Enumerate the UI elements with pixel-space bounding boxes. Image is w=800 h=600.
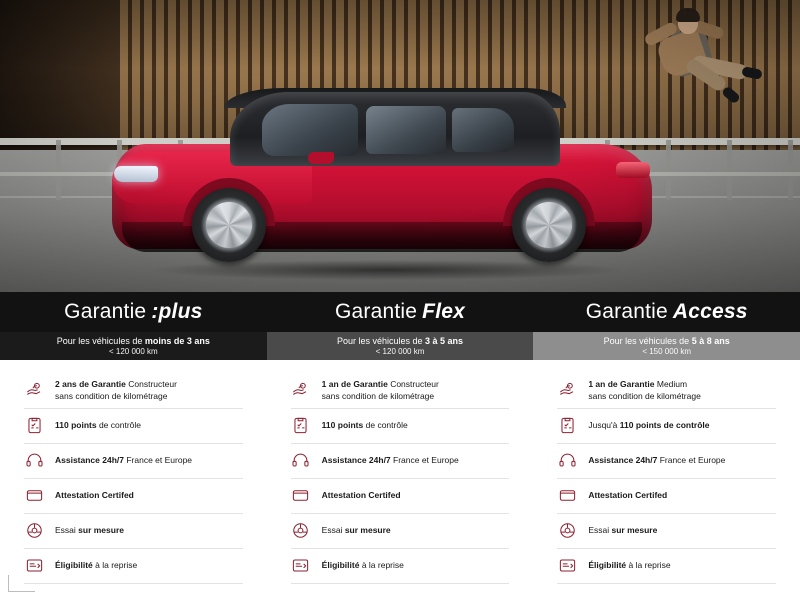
band-mileage: < 150 000 km: [642, 346, 692, 356]
red-car: [112, 92, 652, 277]
feature-row: [291, 549, 510, 584]
feature-text: Attestation Certifed: [321, 489, 401, 500]
feature-text: Éligibilité à la reprise: [321, 559, 404, 570]
hero-image: [0, 0, 800, 292]
feature-text: 110 points de contrôle: [55, 419, 142, 430]
steering-wheel-icon: [24, 521, 44, 541]
eligibility-band-flex: [267, 332, 534, 360]
feature-columns: [0, 360, 800, 570]
eligibility-band-access: [533, 332, 800, 360]
trade-in-car-icon: [557, 556, 577, 576]
feature-column-plus: [0, 360, 267, 570]
checklist-clipboard-icon: [24, 416, 44, 436]
certificate-icon: [291, 486, 311, 506]
band-prefix: Pour les véhicules de: [603, 336, 690, 347]
steering-wheel-icon: [291, 521, 311, 541]
feature-row: [24, 444, 243, 479]
feature-row: [557, 444, 776, 479]
feature-row: [557, 514, 776, 549]
headset-assistance-icon: [291, 451, 311, 471]
feature-row: [291, 514, 510, 549]
certificate-icon: [24, 486, 44, 506]
feature-text: 110 points de contrôle: [321, 419, 408, 430]
feature-row: [24, 374, 243, 409]
feature-row: [24, 479, 243, 514]
feature-text: Jusqu'à 110 points de contrôle: [588, 419, 710, 430]
feature-row: [557, 374, 776, 409]
eligibility-bands: [0, 332, 800, 360]
feature-text: Assistance 24h/7 France et Europe: [321, 454, 459, 465]
offer-title-emphasis: Access: [672, 300, 748, 323]
band-strong: moins de 3 ans: [144, 336, 210, 347]
feature-column-access: [533, 360, 800, 570]
headset-assistance-icon: [557, 451, 577, 471]
offer-title-prefix: Garantie: [585, 300, 668, 323]
feature-text: Éligibilité à la reprise: [55, 559, 138, 570]
offer-titles-strip: [0, 292, 800, 332]
band-prefix: Pour les véhicules de: [336, 336, 423, 347]
offer-title-prefix: Garantie: [64, 300, 147, 323]
feature-row: [24, 514, 243, 549]
feature-row: [557, 549, 776, 584]
feature-text: Attestation Certifed: [55, 489, 134, 500]
feature-text: Attestation Certifed: [588, 489, 668, 500]
warranty-hands-icon: [24, 381, 44, 401]
checklist-clipboard-icon: [291, 416, 311, 436]
headset-assistance-icon: [24, 451, 44, 471]
offer-title-flex: [267, 292, 534, 332]
feature-text: Assistance 24h/7 France et Europe: [55, 454, 193, 465]
feature-row: [557, 409, 776, 444]
checklist-clipboard-icon: [557, 416, 577, 436]
feature-text: 2 ans de Garantie Constructeur sans condition de kilométrage: [55, 379, 177, 401]
feature-row: [291, 409, 510, 444]
feature-text: Essai sur mesure: [55, 524, 124, 535]
feature-row: [291, 479, 510, 514]
band-mileage: < 120 000 km: [108, 346, 158, 356]
feature-row: [291, 444, 510, 479]
feature-text: 1 an de Garantie Constructeur sans condition de kilométrage: [321, 379, 439, 401]
offer-title-emphasis: :plus: [151, 300, 203, 323]
offer-title-access: [533, 292, 800, 332]
feature-row: [24, 549, 243, 584]
feature-text: Assistance 24h/7 France et Europe: [588, 454, 726, 465]
feature-text: Essai sur mesure: [588, 524, 658, 535]
feature-text: 1 an de Garantie Medium sans condition de kilométrage: [588, 379, 701, 401]
feature-column-flex: [267, 360, 534, 570]
offer-title-emphasis: Flex: [422, 300, 465, 323]
band-strong: 3 à 5 ans: [425, 336, 464, 347]
band-prefix: Pour les véhicules de: [56, 336, 143, 347]
offer-title-plus: [0, 292, 267, 332]
feature-row: [557, 479, 776, 514]
certificate-icon: [557, 486, 577, 506]
jumping-person: [636, 6, 766, 116]
trade-in-car-icon: [291, 556, 311, 576]
offer-title-prefix: Garantie: [335, 300, 418, 323]
warranty-hands-icon: [291, 381, 311, 401]
feature-row: [24, 409, 243, 444]
crop-corner-mark: [8, 575, 35, 592]
eligibility-band-plus: [0, 332, 267, 360]
feature-text: Éligibilité à la reprise: [588, 559, 671, 570]
feature-text: Essai sur mesure: [321, 524, 391, 535]
trade-in-car-icon: [24, 556, 44, 576]
band-mileage: < 120 000 km: [375, 346, 425, 356]
steering-wheel-icon: [557, 521, 577, 541]
feature-row: [291, 374, 510, 409]
warranty-hands-icon: [557, 381, 577, 401]
band-strong: 5 à 8 ans: [691, 336, 730, 347]
